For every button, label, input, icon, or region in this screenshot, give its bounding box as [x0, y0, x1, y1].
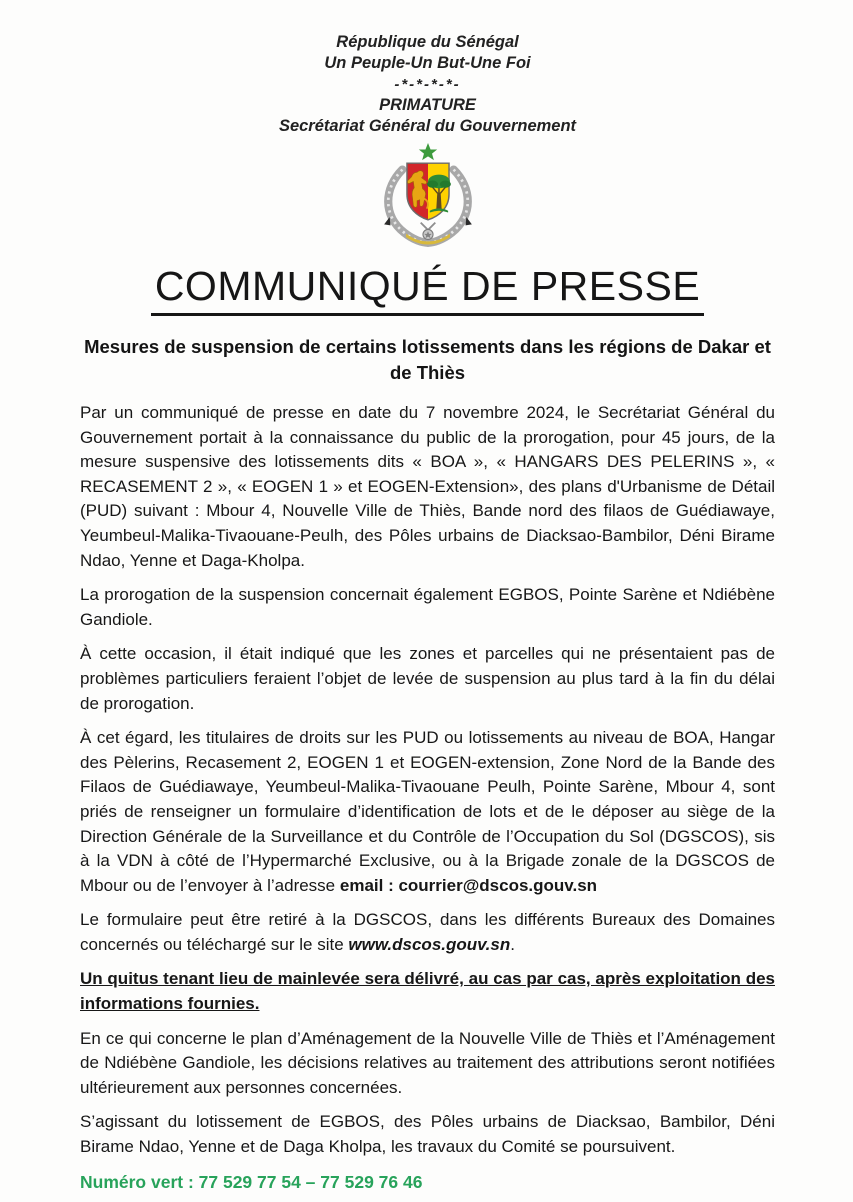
email-address: email : courrier@dscos.gouv.sn: [339, 875, 598, 895]
paragraph-1-text: Par un communiqué de presse en date du 7 novembre 2024, le Secrétariat Général du Gouvernement portait à la connaissance du public de la prorogation, pour 45 jours, de la mesure suspensive des lotissements dits « BOA », « HANGARS DES PELERINS », « RECASEMENT 2 », « EOGEN 1 » et EOGEN-Extension», des plans d'Urbanisme de Détail (PUD) suivant : Mbour 4, Nouvelle Ville de Thiès, Bande nord des filaos de Guédiawaye, Yeumbeul-Malika-Tivaouane-Peulh, des Pôles urbains de Diacksao-Bambilor, Déni Birame Ndao, Yenne et Daga-Kholpa.: [80, 403, 775, 570]
letterhead-secretariat: Secrétariat Général du Gouvernement: [278, 117, 577, 135]
paragraph-7: [80, 1027, 775, 1101]
document-body: [80, 401, 775, 1160]
letterhead-primature: PRIMATURE: [379, 96, 476, 114]
letterhead-separator: -*-*-*-*-: [394, 76, 461, 93]
paragraph-3: [80, 642, 775, 716]
paragraph-6-text: Un quitus tenant lieu de mainlevée sera délivré, au cas par cas, après exploitation des informations fournies.: [80, 969, 775, 1014]
letterhead: [80, 32, 775, 137]
paragraph-2: [80, 583, 775, 632]
senegal-coat-of-arms-icon: [364, 142, 492, 252]
green-star-icon: [418, 143, 436, 160]
medal-pendant-icon: [420, 223, 435, 240]
paragraph-1: [80, 401, 775, 573]
paragraph-6-emphasis: [80, 967, 775, 1016]
letterhead-motto: Un Peuple-Un But-Une Foi: [324, 54, 531, 72]
paragraph-8-text: S’agissant du lotissement de EGBOS, des Pôles urbains de Diacksao, Bambilor, Déni Birame Ndao, Yenne et de Daga Kholpa, les travaux du Comité se poursuivent.: [80, 1112, 775, 1157]
paragraph-4-text: À cet égard, les titulaires de droits sur les PUD ou lotissements au niveau de BOA, Hangar des Pèlerins, Recasement 2, EOGEN 1 et EOGEN-extension, Zone Nord de la Bande des Filaos de Guédiawaye, Yeumbeul-Malika-Tivaouane Peulh, Pointe Sarène, Mbour 4, sont priés de renseigner un formulaire d’identification de lots et de le déposer au siège de la Direction Générale de la Surveillance et du Contrôle de l’Occupation du Sol (DGSCOS), sis à la VDN à côté de l’Hypermarché Exclusive, ou à la Brigade zonale de la DGSCOS de Mbour ou de l’envoyer à l’adresse: [80, 728, 775, 895]
paragraph-7-text: En ce qui concerne le plan d’Aménagement de la Nouvelle Ville de Thiès et l’Aménagement de Ndiébène Gandiole, les décisions relatives au traitement des attributions seront notifiées ultérieurement aux personnes concernées.: [80, 1028, 775, 1097]
paragraph-3-text: À cette occasion, il était indiqué que les zones et parcelles qui ne présentaient pas de problèmes particuliers feraient l’objet de levée de suspension au plus tard à la fin du délai de prorogation.: [80, 644, 775, 713]
paragraph-4: [80, 726, 775, 898]
letterhead-republic: République du Sénégal: [336, 33, 519, 51]
document-subtitle: Mesures de suspension de certains lotissements dans les régions de Dakar et de Thiès: [84, 336, 771, 383]
paragraph-5-text: Le formulaire peut être retiré à la DGSCOS, dans les différents Bureaux des Domaines concernés ou téléchargé sur le site: [80, 910, 775, 954]
document-title: COMMUNIQUÉ DE PRESSE: [151, 263, 704, 316]
paragraph-8: [80, 1110, 775, 1159]
paragraph-5-tail: .: [510, 934, 515, 954]
green-number-line: Numéro vert : 77 529 77 54 – 77 529 76 46: [80, 1171, 423, 1192]
emblem-container: [80, 142, 775, 254]
paragraph-5: [80, 908, 775, 957]
website-url: www.dscos.gouv.sn: [348, 934, 511, 954]
paragraph-2-text: La prorogation de la suspension concernait également EGBOS, Pointe Sarène et Ndiébène Gandiole.: [80, 585, 775, 629]
shield: [406, 163, 450, 220]
